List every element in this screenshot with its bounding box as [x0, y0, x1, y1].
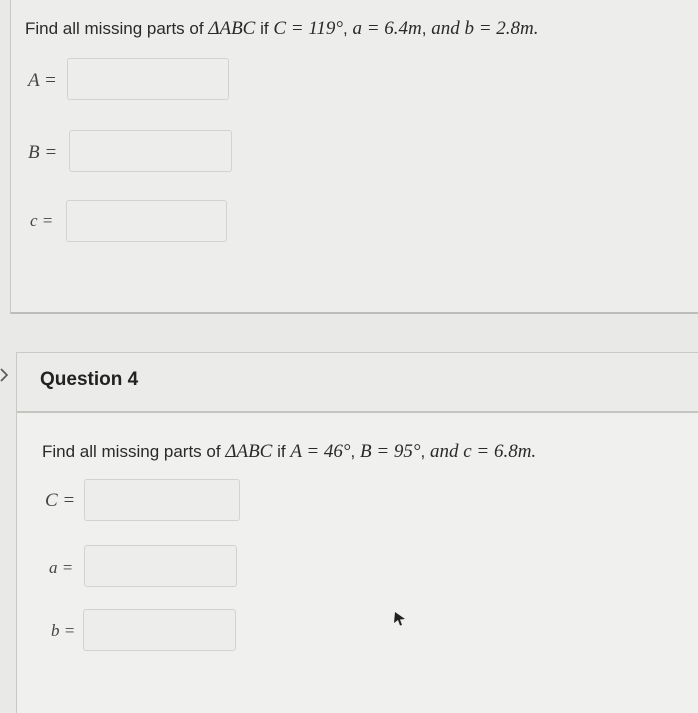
side-b-label: b =	[51, 621, 76, 640]
question-4-header	[17, 353, 698, 413]
given-angle-b: B = 95°	[359, 441, 421, 462]
given-side-c: and c = 6.8m.	[429, 441, 537, 462]
question-4-prompt: Find all missing parts of ΔABC if A = 46°, B = 95°, and c = 6.8m.	[42, 441, 537, 462]
given-side-a: a = 6.4m	[352, 18, 422, 39]
question-3-card	[10, 0, 698, 314]
triangle-symbol: ΔABC	[208, 18, 256, 39]
mouse-cursor-icon	[392, 610, 406, 626]
question-4-card	[16, 352, 698, 713]
angle-b-label: B =	[28, 142, 58, 163]
question-4-title: Question 4	[40, 369, 139, 390]
prompt-if: if	[260, 19, 269, 38]
given-side-b: and b = 2.8m.	[431, 18, 539, 39]
angle-c-label: C =	[45, 490, 76, 511]
angle-a-label: A =	[28, 70, 57, 91]
angle-a-input[interactable]	[67, 58, 229, 100]
given-angle-a: A = 46°	[290, 441, 351, 462]
triangle-symbol: ΔABC	[225, 441, 273, 462]
side-c-label: c =	[30, 211, 54, 230]
angle-b-input[interactable]	[69, 130, 232, 172]
side-a-label: a =	[49, 558, 74, 577]
prompt-if: if	[277, 442, 286, 461]
prompt-text: Find all missing parts of	[42, 442, 221, 461]
chevron-right-icon[interactable]	[0, 368, 8, 382]
given-angle-c: C = 119°	[273, 18, 344, 39]
side-b-input[interactable]	[83, 609, 236, 651]
side-a-input[interactable]	[84, 545, 237, 587]
question-3-prompt: Find all missing parts of ΔABC if C = 119°, a = 6.4m, and b = 2.8m.	[25, 18, 539, 39]
prompt-text: Find all missing parts of	[25, 19, 204, 38]
side-c-input[interactable]	[66, 200, 227, 242]
angle-c-input[interactable]	[84, 479, 240, 521]
